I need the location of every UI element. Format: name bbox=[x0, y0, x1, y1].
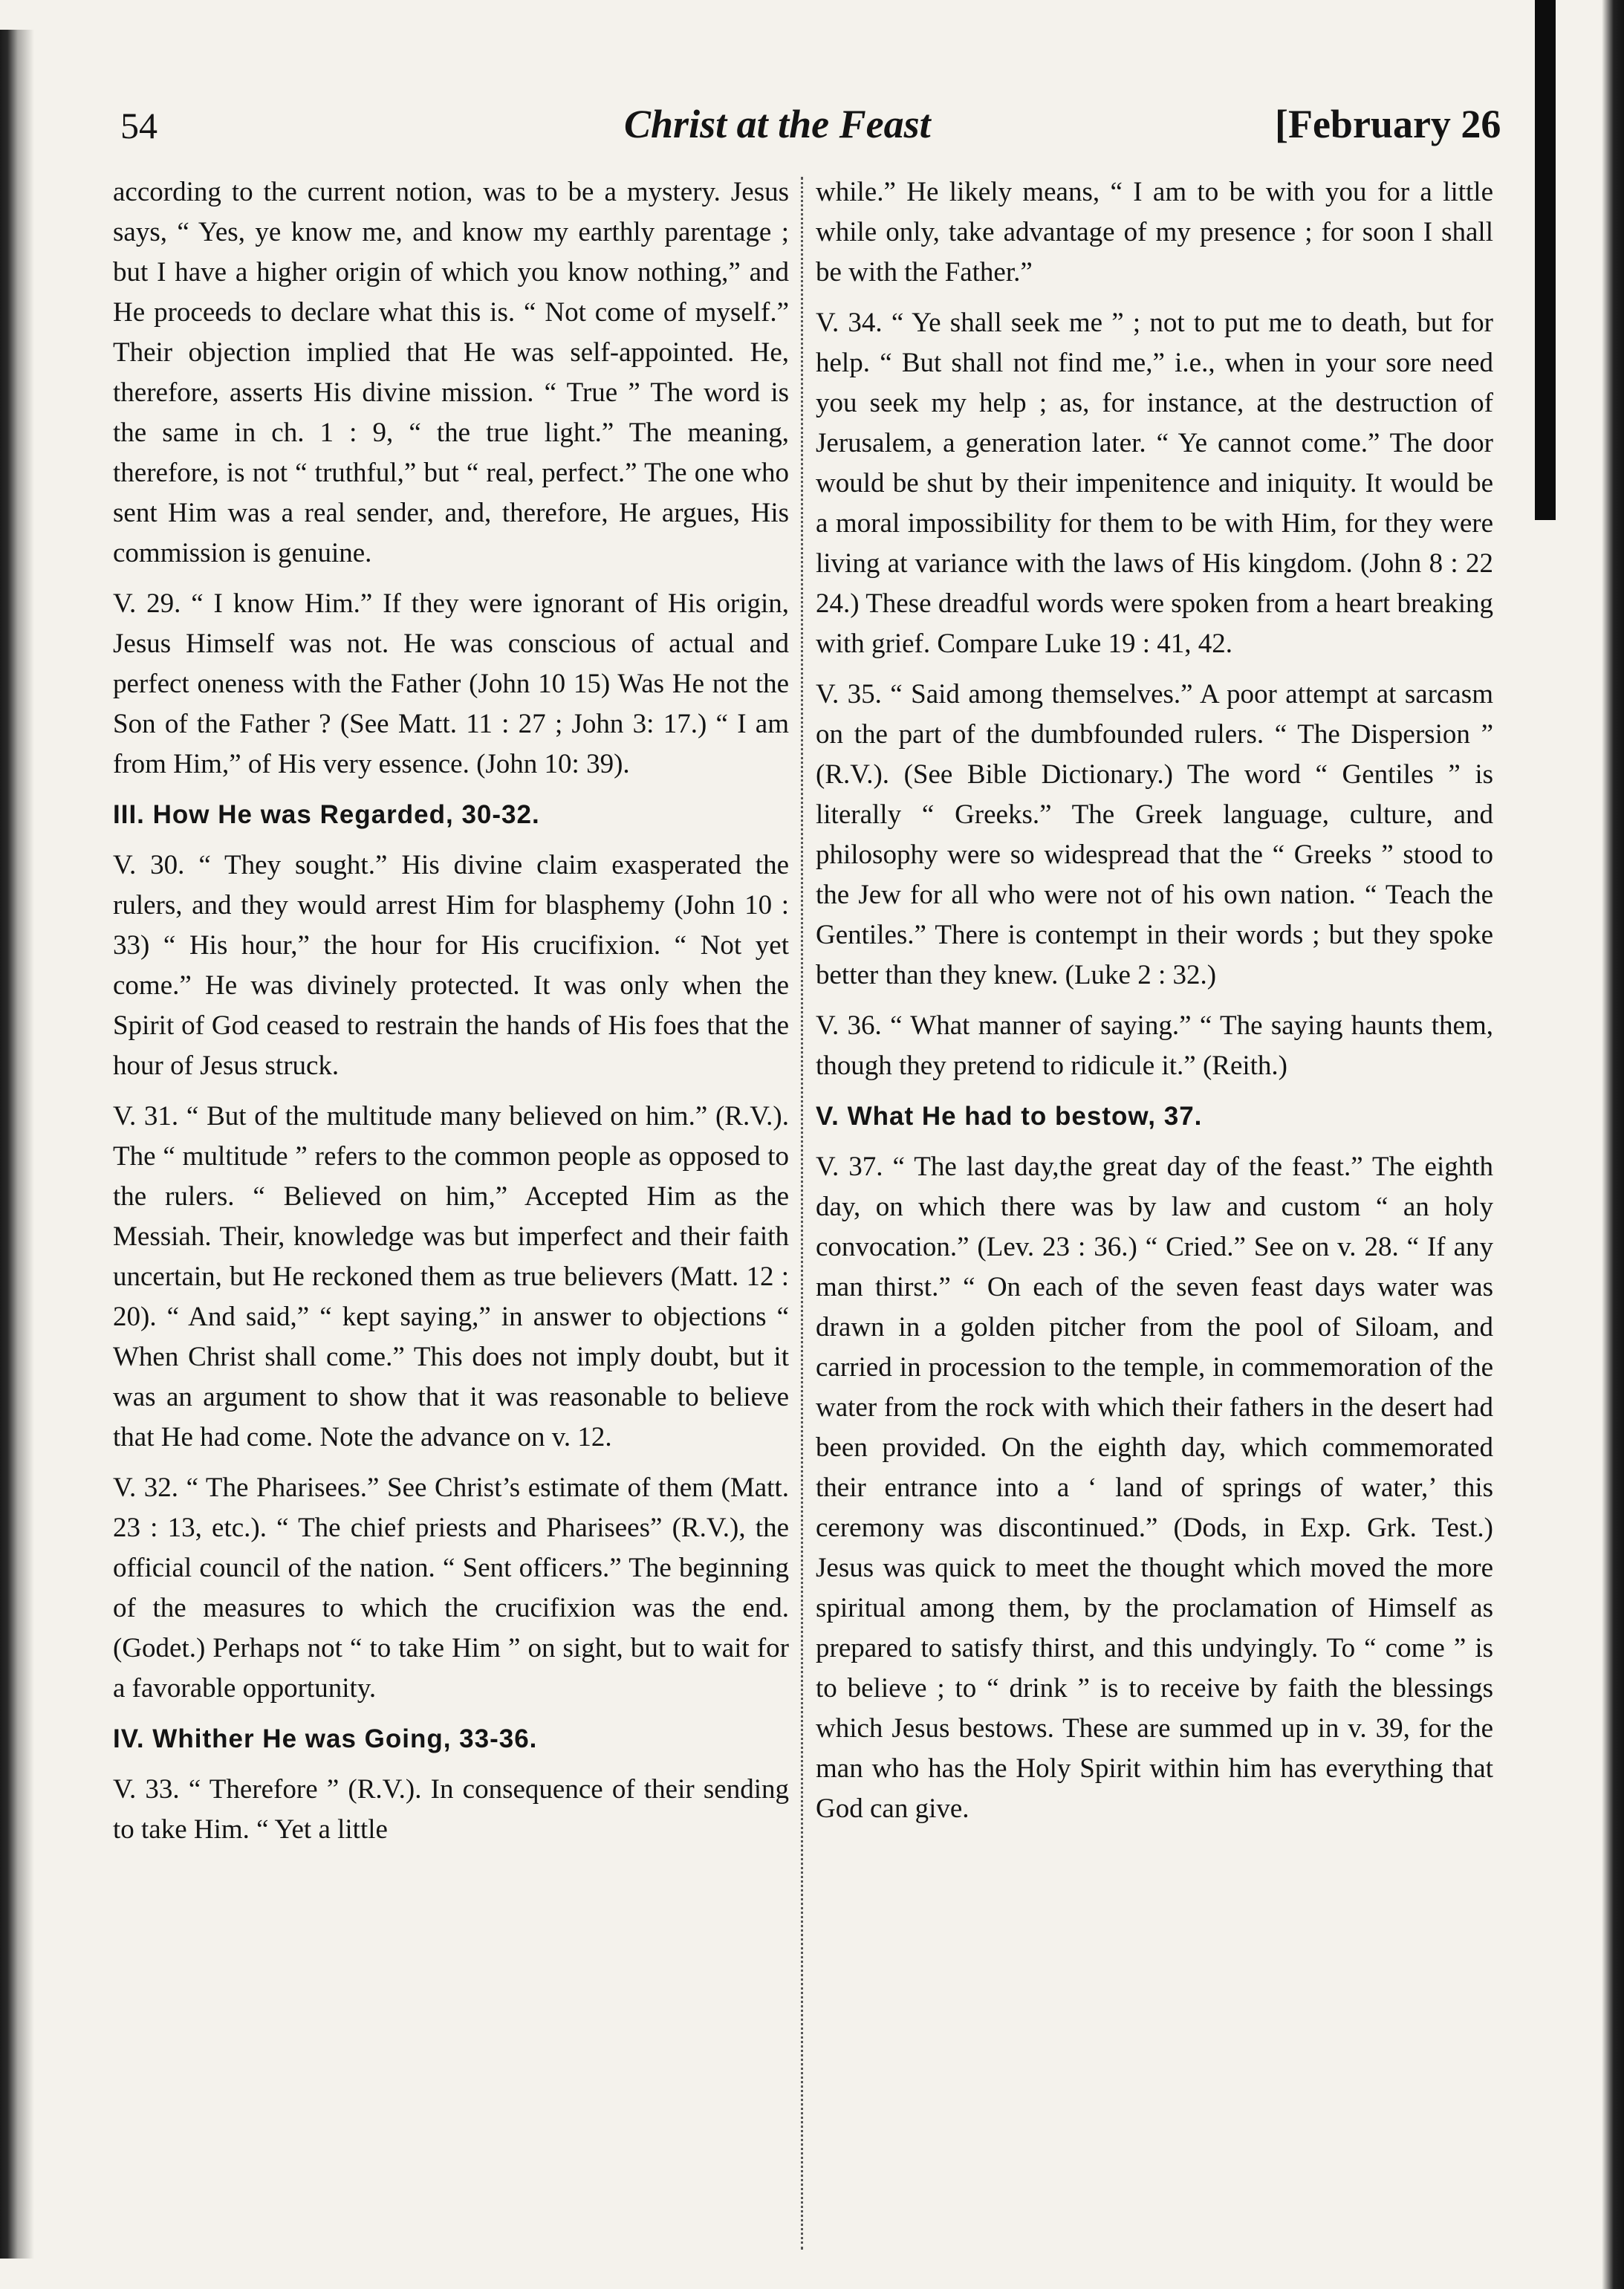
paragraph-v30: V. 30. “ They sought.” His divine claim exasperated the rulers, and they would arrest Him for blasphemy (John 10 : 33) “ His hour,” the hour for His crucifixion. “ Not yet come.” He was divinely protected. It was only when the Spirit of God ceased to restrain the hands of His foes that the hour of Jesus struck. bbox=[113, 850, 789, 1081]
paragraph-v36: V. 36. “ What manner of saying.” “ The saying haunts them, though they pretend to ridicule it.” (Reith.) bbox=[816, 1010, 1493, 1081]
right-column bbox=[816, 172, 1493, 1840]
scan-shadow-right bbox=[1602, 0, 1624, 2289]
scan-shadow-left bbox=[0, 30, 34, 2259]
paragraph-v31: V. 31. “ But of the multitude many believed on him.” (R.V.). The “ multitude ” refers to the common people as opposed to the rulers. “ Believed on him,” Accepted Him as the Messiah. Their, knowledge was but imperfect and their faith uncertain, but He reckoned them as true believers (Matt. 12 : 20). “ And said,” “ kept saying,” in answer to objections “ When Christ shall come.” This does not imply doubt, but it was an argument to show that it was reasonable to believe that He had come. Note the advance on v. 12. bbox=[113, 1101, 789, 1452]
paragraph-v29: V. 29. “ I know Him.” If they were ignorant of His origin, Jesus Himself was not. He was conscious of actual and perfect oneness with the Father (John 10 15) Was He not the Son of the Father ? (See Matt. 11 : 27 ; John 3: 17.) “ I am from Him,” of His very essence. (John 10: 39). bbox=[113, 588, 789, 779]
paragraph-v37: V. 37. “ The last day,the great day of the feast.” The eighth day, on which there was by law and custom “ an holy convocation.” (Lev. 23 : 36.) “ Cried.” See on v. 28. “ If any man thirst.” “ On each of the seven feast days water was drawn in a golden pitcher from the pool of Siloam, and carried in procession to the temple, in commemoration of the water from the rock with which their fathers in the desert had been provided. On the eighth day, which commemorated their entrance into a ‘ land of springs of water,’ this ceremony was discontinued.” (Dods, in Exp. Grk. Test.) Jesus was quick to meet the thought which moved the more spiritual among them, by the proclamation of Himself as prepared to satisfy thirst, and this undyingly. To “ come ” is to believe ; to “ drink ” is to receive by faith the blessings which Jesus bestows. These are summed up in v. 39, for the man who has the Holy Spirit within him has everything that God can give. bbox=[816, 1152, 1493, 1824]
paragraph-v34: V. 34. “ Ye shall seek me ” ; not to put me to death, but for help. “ But shall not find me,” i.e., when in your sore need you seek my help ; as, for instance, at the destruction of Jerusalem, a generation later. “ Ye cannot come.” The door would be shut by their impenitence and iniquity. It would be a moral impossibility for them to be with Him, for they were living at variance with the laws of His kingdom. (John 8 : 22 24.) These dreadful words were spoken from a heart breaking with grief. Compare Luke 19 : 41, 42. bbox=[816, 308, 1493, 659]
paragraph-28-continued: according to the current notion, was to be a mystery. Jesus says, “ Yes, ye know me, and know my earthly parentage ; but I have a higher origin of which you know nothing,” and He proceeds to declare what this is. “ Not come of myself.” Their objection implied that He was self-appointed. He, therefore, asserts His divine mission. “ True ” The word is the same in ch. 1 : 9, “ the true light.” The meaning, therefore, is not “ truthful,” but “ real, perfect.” The one who sent Him was a real sender, and, therefore, He argues, His commission is genuine. bbox=[113, 177, 789, 568]
running-date: [February 26 bbox=[1275, 102, 1501, 146]
section-heading-v: V. What He had to bestow, 37. bbox=[816, 1102, 1203, 1131]
left-column bbox=[113, 172, 789, 1860]
paragraph-v33-continued: while.” He likely means, “ I am to be with you for a little while only, take advantage of my presence ; for soon I shall be with the Father.” bbox=[816, 177, 1493, 288]
section-heading-iii: III. How He was Regarded, 30-32. bbox=[113, 800, 540, 829]
paragraph-v35: V. 35. “ Said among themselves.” A poor attempt at sarcasm on the part of the dumbfounded rulers. “ The Dispersion ” (R.V.). (See Bible Dictionary.) The word “ Gentiles ” is literally “ Greeks.” The Greek language, culture, and philosophy were so widespread that the “ Greeks ” stood to the Jew for all who were not of his own nation. “ Teach the Gentiles.” There is contempt in their words ; but they spoke better than they knew. (Luke 2 : 32.) bbox=[816, 679, 1493, 990]
page-header bbox=[111, 98, 1523, 158]
page-number: 54 bbox=[120, 105, 157, 146]
running-title: Christ at the Feast bbox=[624, 102, 931, 146]
paragraph-v32: V. 32. “ The Pharisees.” See Christ’s estimate of them (Matt. 23 : 13, etc.). “ The chief priests and Pharisees” (R.V.), the official council of the nation. “ Sent officers.” The beginning of the measures to which the crucifixion was the end. (Godet.) Perhaps not “ to take Him ” on sight, but to wait for a favorable opportunity. bbox=[113, 1473, 789, 1704]
section-heading-iv: IV. Whither He was Going, 33-36. bbox=[113, 1724, 538, 1753]
paragraph-v33: V. 33. “ Therefore ” (R.V.). In consequence of their sending to take Him. “ Yet a little bbox=[113, 1774, 789, 1845]
column-divider bbox=[801, 177, 803, 2250]
scan-bar-right bbox=[1535, 0, 1556, 520]
